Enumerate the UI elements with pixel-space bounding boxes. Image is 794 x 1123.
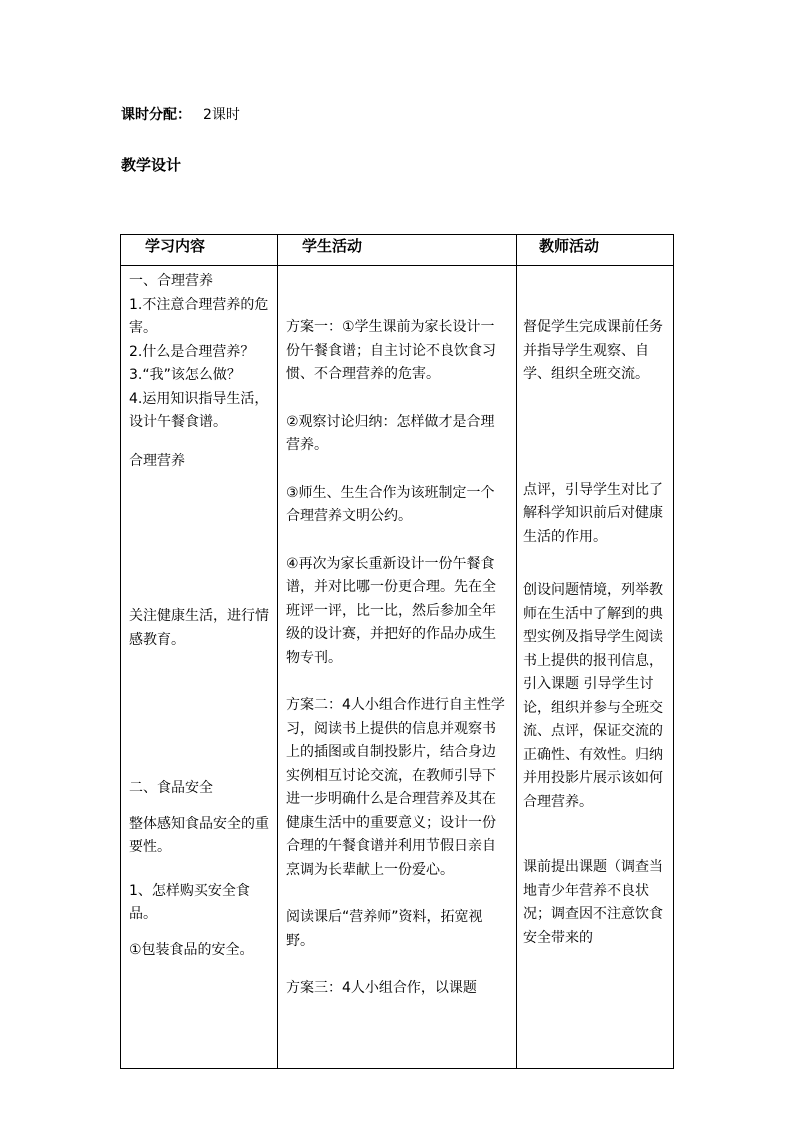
content-item: 1.不注意合理营养的危害。 [129,296,269,336]
content-item: 二、食品安全 [129,780,213,796]
column-header-student: 学生活动 [278,235,517,266]
column-header-teacher: 教师活动 [517,235,674,266]
table-header-row [121,235,674,266]
student-activity-cell [278,266,517,1069]
design-title: 教学设计 [121,156,182,174]
content-item: 2.什么是合理营养？ [129,343,255,360]
student-item: ③师生、生生合作为该班制定一个合理营养文明公约。 [286,484,495,524]
student-item: 方案一：①学生课前为家长设计一份午餐食谱；自主讨论不良饮食习惯、不合理营养的危害。 [286,319,496,382]
content-item: 关注健康生活，进行情感教育。 [129,608,269,648]
lesson-plan-table [120,234,674,1069]
teacher-item: 点评，引导学生对比了解科学知识前后对健康生活的作用。 [523,481,663,545]
content-item: 合理营养 [129,452,185,469]
student-item: 方案二：4人小组合作进行自主性学习，阅读书上提供的信息并观察书上的插图或自制投影片，结合身边实例相互讨论交流，在教师引导下进一步明确什么是合理营养及其在健康生活中的重要意义；设计一份合理的午餐食谱并利用节假日亲自烹调为长辈献上一份爱心。 [286,697,505,878]
student-item: 方案三：4人小组合作，以课题 [286,980,477,996]
student-item: 阅读课后“营养师”资料，拓宽视野。 [286,909,483,949]
content-item: 1、怎样购买安全食品。 [129,882,250,922]
teacher-item: 课前提出课题（调查当地青少年营养不良状况；调查因不注意饮食安全带来的 [523,859,663,946]
content-item: ①包装食品的安全。 [129,941,254,958]
allocation-value: 2课时 [203,107,240,123]
student-item: ④再次为家长重新设计一份午餐食谱，并对比哪一份更合理。先在全班评一评，比一比，然后参加全年级的设计赛，并把好的作品办成生物专刊。 [286,555,496,666]
teacher-item: 创设问题情境，列举教师在生活中了解到的典型实例及指导学生阅读书上提供的报刊信息，引入课题 引导学生讨论，组织并参与全班交流、点评，保证交流的正确性、有效性。归纳并用投影片展示该如何合理营养。 [523,582,663,810]
student-item: ②观察讨论归纳：怎样做才是合理营养。 [286,413,495,453]
column-header-content: 学习内容 [121,235,278,266]
lesson-allocation [121,104,240,124]
allocation-label: 课时分配： [121,107,191,123]
table-row [121,266,674,1069]
content-item: 3.“我”该怎么做？ [129,367,241,383]
content-item: 一、合理营养 [129,273,213,289]
content-item: 整体感知食品安全的重要性。 [129,815,269,855]
teacher-item: 督促学生完成课前任务并指导学生观察、自学、组织全班交流。 [523,319,663,382]
content-cell [121,266,278,1069]
teacher-activity-cell [517,266,674,1069]
content-item: 4.运用知识指导生活，设计午餐食谱。 [129,390,269,430]
